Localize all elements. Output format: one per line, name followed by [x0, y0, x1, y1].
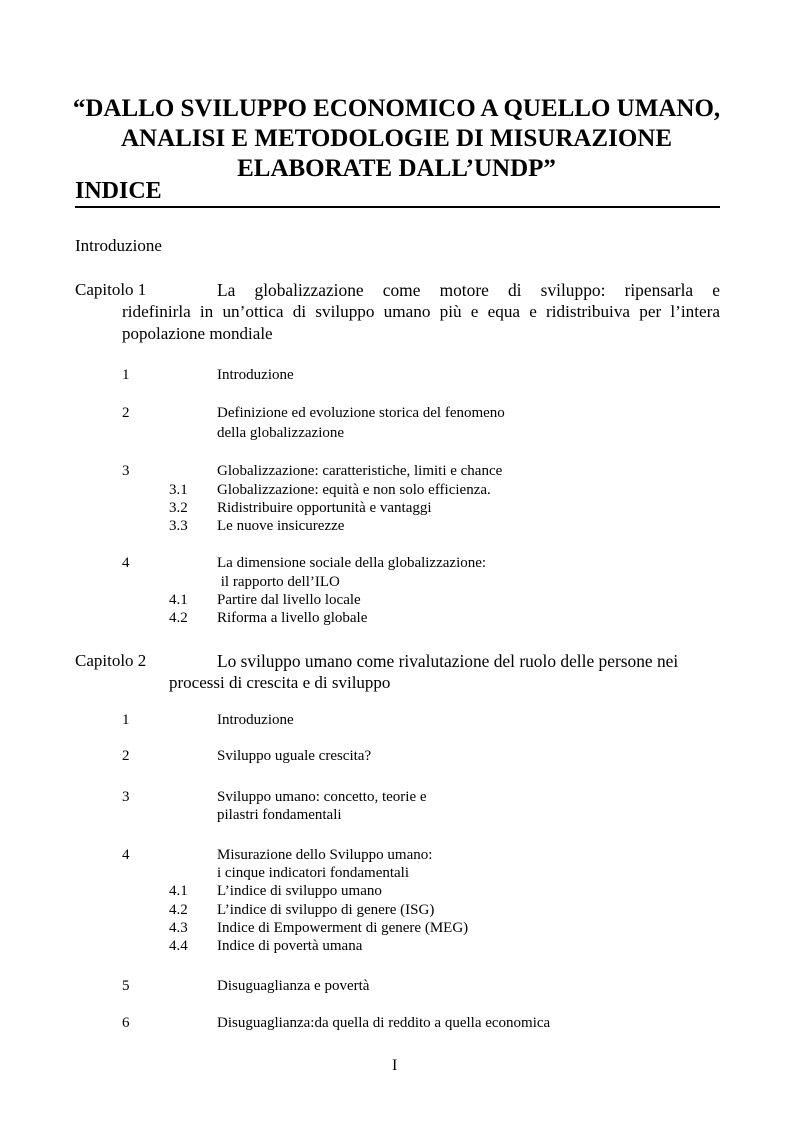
toc-number: 3 — [122, 463, 130, 479]
toc-subnumber: 3.1 — [169, 482, 188, 498]
toc-entry: Definizione ed evoluzione storica del fenomeno — [217, 405, 505, 421]
toc-subentry: Partire dal livello locale — [217, 592, 361, 608]
toc-subnumber: 4.3 — [169, 920, 188, 936]
toc-entry-continued: della globalizzazione — [217, 425, 345, 441]
page-number: I — [392, 1057, 398, 1074]
toc-subnumber: 4.2 — [169, 902, 188, 918]
toc-number: 2 — [122, 748, 130, 764]
toc-subnumber: 3.2 — [169, 500, 188, 516]
chapter-2-label: Capitolo 2 — [75, 651, 147, 670]
chapter-1-label: Capitolo 1 — [75, 280, 147, 299]
chapter-1-title-line-3: popolazione mondiale — [122, 324, 273, 343]
toc-number: 3 — [122, 789, 130, 805]
toc-entry: Introduzione — [217, 712, 294, 728]
toc-subentry: Indice di Empowerment di genere (MEG) — [217, 920, 469, 936]
toc-subnumber: 4.1 — [169, 883, 188, 899]
toc-number: 1 — [122, 367, 130, 383]
document-title-line-1: “DALLO SVILUPPO ECONOMICO A QUELLO UMANO, — [72, 95, 721, 122]
chapter-1-title-line-2: ridefinirla in un’ottica di sviluppo umano più e equa e ridistribuiva per l’intera — [122, 302, 720, 321]
toc-number: 2 — [122, 405, 130, 421]
chapter-2-title-line-1: Lo sviluppo umano come rivalutazione del ruolo delle persone nei — [217, 651, 679, 671]
toc-subentry: Riforma a livello globale — [217, 610, 368, 626]
toc-entry: Misurazione dello Sviluppo umano: — [217, 847, 433, 863]
document-title-line-3: ELABORATE DALL’UNDP” — [237, 155, 556, 182]
toc-entry: Sviluppo umano: concetto, teorie e — [217, 789, 427, 805]
toc-subnumber: 3.3 — [169, 518, 188, 534]
toc-subentry: Ridistribuire opportunità e vantaggi — [217, 500, 432, 516]
toc-entry-continued: il rapporto dell’ILO — [217, 574, 340, 590]
toc-subnumber: 4.4 — [169, 938, 188, 954]
toc-introduction: Introduzione — [75, 236, 162, 255]
toc-subentry: L’indice di sviluppo di genere (ISG) — [217, 902, 435, 918]
index-heading: INDICE — [75, 178, 162, 204]
toc-entry: La dimensione sociale della globalizzazione: — [217, 555, 487, 571]
heading-underline — [75, 206, 720, 208]
toc-entry: Disuguaglianza:da quella di reddito a quella economica — [217, 1015, 551, 1031]
toc-subnumber: 4.1 — [169, 592, 188, 608]
toc-entry: Introduzione — [217, 367, 294, 383]
document-title-line-2: ANALISI E METODOLOGIE DI MISURAZIONE — [120, 125, 673, 152]
toc-number: 4 — [122, 555, 130, 571]
toc-entry-continued: i cinque indicatori fondamentali — [217, 865, 410, 881]
toc-number: 1 — [122, 712, 130, 728]
toc-entry: Sviluppo uguale crescita? — [217, 748, 372, 764]
toc-number: 6 — [122, 1015, 130, 1031]
toc-entry-continued: pilastri fondamentali — [217, 807, 342, 823]
toc-subentry: Indice di povertà umana — [217, 938, 363, 954]
toc-entry: Globalizzazione: caratteristiche, limiti e chance — [217, 463, 503, 479]
toc-subnumber: 4.2 — [169, 610, 188, 626]
chapter-1-title-line-1: La globalizzazione come motore di sviluppo: ripensarla e — [217, 280, 720, 300]
toc-number: 5 — [122, 978, 130, 994]
toc-subentry: Le nuove insicurezze — [217, 518, 345, 534]
toc-entry: Disuguaglianza e povertà — [217, 978, 370, 994]
toc-subentry: L’indice di sviluppo umano — [217, 883, 382, 899]
toc-number: 4 — [122, 847, 130, 863]
toc-subentry: Globalizzazione: equità e non solo efficienza. — [217, 482, 491, 498]
chapter-2-title-line-2: processi di crescita e di sviluppo — [169, 673, 391, 692]
